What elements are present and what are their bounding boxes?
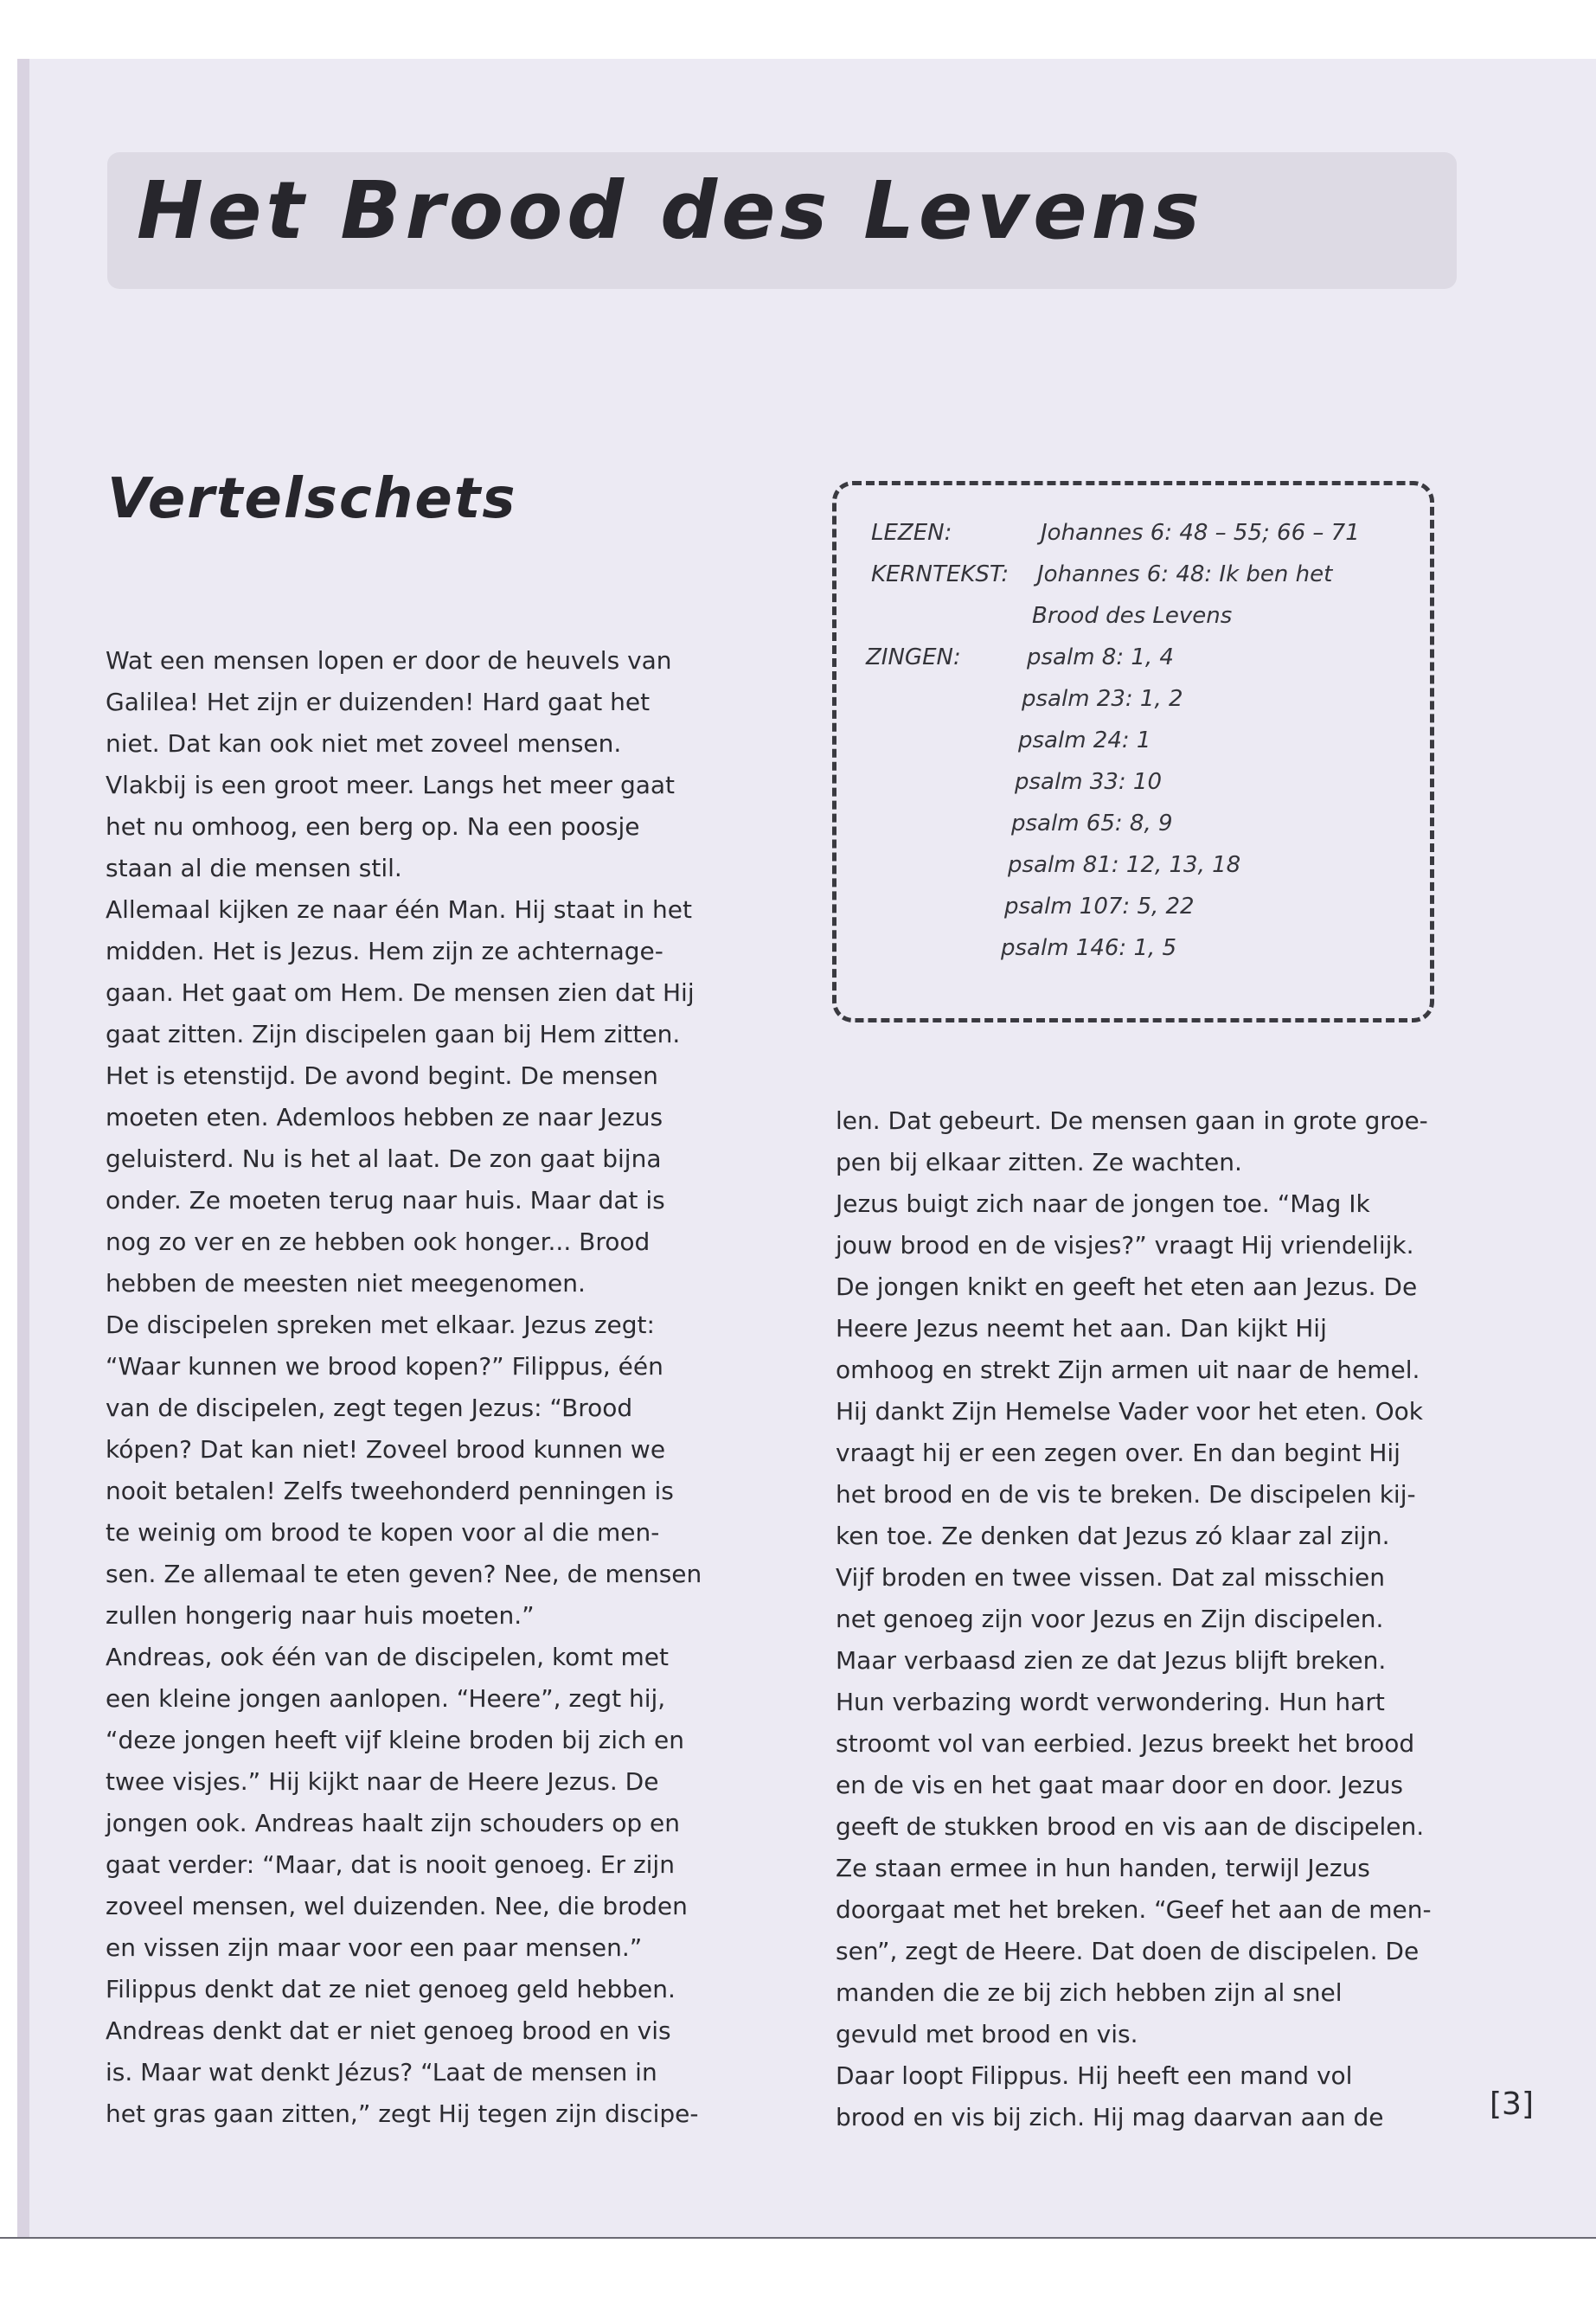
text-line: brood en vis bij zich. Hij mag daarvan aan de [836,2103,1384,2131]
text-line: kópen? Dat kan niet! Zoveel brood kunnen we [106,1435,666,1464]
info-value: Johannes 6: 48: Ik ben het [1037,561,1333,587]
text-line: De jongen knikt en geeft het eten aan Jezus. De [836,1272,1418,1301]
text-line: manden die ze bij zich hebben zijn al snel [836,1978,1343,2007]
text-line: net genoeg zijn voor Jezus en Zijn discipelen. [836,1605,1384,1633]
text-line: De discipelen spreken met elkaar. Jezus zegt: [106,1311,655,1339]
story-column-left [106,640,711,2135]
text-line: moeten eten. Ademloos hebben ze naar Jezus [106,1103,663,1131]
text-line: Het is etenstijd. De avond begint. De mensen [106,1061,658,1090]
text-line: Filippus denkt dat ze niet genoeg geld hebben. [106,1975,676,2003]
text-line: len. Dat gebeurt. De mensen gaan in grote groe- [836,1106,1428,1135]
text-line: nooit betalen! Zelfs tweehonderd penningen is [106,1477,674,1505]
text-line: gaat verder: “Maar, dat is nooit genoeg. Er zijn [106,1850,675,1879]
text-line: geluisterd. Nu is het al laat. De zon gaat bijna [106,1144,662,1173]
info-value: Johannes 6: 48 – 55; 66 – 71 [1041,520,1360,546]
text-line: het nu omhoog, een berg op. Na een poosje [106,812,640,841]
text-line: stroomt vol van eerbied. Jezus breekt het brood [836,1729,1415,1758]
text-line: jongen ook. Andreas haalt zijn schouders op en [106,1809,681,1837]
text-line: “Waar kunnen we brood kopen?” Filippus, één [106,1352,663,1381]
text-line: zullen hongerig naar huis moeten.” [106,1601,535,1630]
text-line: midden. Het is Jezus. Hem zijn ze achternage- [106,937,663,965]
text-line: is. Maar wat denkt Jézus? “Laat de mensen in [106,2058,657,2086]
text-line: en vissen zijn maar voor een paar mensen.” [106,1933,643,1962]
info-value: Brood des Levens [1032,603,1233,629]
text-line: vraagt hij er een zegen over. En dan begint Hij [836,1439,1401,1467]
text-line: zoveel mensen, wel duizenden. Nee, die broden [106,1892,688,1920]
text-line: Heere Jezus neemt het aan. Dan kijkt Hij [836,1314,1327,1343]
info-label: KERNTEKST: [871,561,1010,587]
text-line: Galilea! Het zijn er duizenden! Hard gaat het [106,688,651,716]
text-line: “deze jongen heeft vijf kleine broden bij zich en [106,1726,685,1754]
text-line: nog zo ver en ze hebben ook honger... Brood [106,1227,651,1256]
page-number: [3] [1490,2086,1534,2122]
text-line: Allemaal kijken ze naar één Man. Hij staat in het [106,895,692,924]
info-label: ZINGEN: [866,644,961,670]
text-line: een kleine jongen aanlopen. “Heere”, zegt hij, [106,1684,666,1713]
info-value: psalm 33: 10 [1015,769,1162,795]
text-line: hebben de meesten niet meegenomen. [106,1269,586,1298]
text-line: Maar verbaasd zien ze dat Jezus blijft breken. [836,1646,1387,1675]
text-line: en de vis en het gaat maar door en door. Jezus [836,1771,1403,1799]
text-line: omhoog en strekt Zijn armen uit naar de hemel. [836,1356,1420,1384]
text-line: gevuld met brood en vis. [836,2020,1138,2048]
page-title: Het Brood des Levens [137,164,1204,257]
text-line: pen bij elkaar zitten. Ze wachten. [836,1148,1242,1176]
text-line: sen. Ze allemaal te eten geven? Nee, de mensen [106,1560,702,1588]
text-line: gaat zitten. Zijn discipelen gaan bij Hem zitten. [106,1020,681,1048]
text-line: Hun verbazing wordt verwondering. Hun hart [836,1688,1385,1716]
bottom-margin [0,2239,1596,2301]
text-line: niet. Dat kan ook niet met zoveel mensen. [106,729,622,758]
text-line: Ze staan ermee in hun handen, terwijl Jezus [836,1854,1370,1882]
text-line: jouw brood en de visjes?” vraagt Hij vriendelijk. [836,1231,1414,1259]
text-line: Vlakbij is een groot meer. Langs het meer gaat [106,771,676,799]
text-line: twee visjes.” Hij kijkt naar de Heere Jezus. De [106,1767,659,1796]
text-line: Vijf broden en twee vissen. Dat zal misschien [836,1563,1385,1592]
text-line: Andreas denkt dat er niet genoeg brood en vis [106,2016,671,2045]
info-value: psalm 107: 5, 22 [1004,894,1195,920]
text-line: sen”, zegt de Heere. Dat doen de discipelen. De [836,1937,1420,1965]
text-line: staan al die mensen stil. [106,854,402,882]
text-line: te weinig om brood te kopen voor al die men- [106,1518,660,1547]
story-column-right [836,1100,1458,2138]
text-line: onder. Ze moeten terug naar huis. Maar dat is [106,1186,665,1215]
reading-info-box [832,481,1434,1022]
text-line: doorgaat met het breken. “Geef het aan de men- [836,1895,1432,1924]
text-line: het gras gaan zitten,” zegt Hij tegen zijn discipe- [106,2099,699,2128]
text-line: Daar loopt Filippus. Hij heeft een mand vol [836,2061,1353,2090]
section-heading: Vertelschets [107,467,517,531]
text-line: Jezus buigt zich naar de jongen toe. “Mag Ik [836,1189,1370,1218]
text-line: het brood en de vis te breken. De discipelen kij- [836,1480,1416,1509]
text-line: van de discipelen, zegt tegen Jezus: “Brood [106,1394,633,1422]
text-line: Wat een mensen lopen er door de heuvels van [106,646,672,675]
info-value: psalm 146: 1, 5 [1001,935,1177,961]
info-value: psalm 23: 1, 2 [1022,686,1183,712]
info-value: psalm 8: 1, 4 [1027,644,1174,670]
info-value: psalm 65: 8, 9 [1011,811,1173,836]
info-value: psalm 81: 12, 13, 18 [1008,852,1241,878]
info-label: LEZEN: [871,520,952,546]
text-line: gaan. Het gaat om Hem. De mensen zien dat Hij [106,978,695,1007]
text-line: geeft de stukken brood en vis aan de discipelen. [836,1812,1425,1841]
info-value: psalm 24: 1 [1018,727,1151,753]
text-line: Hij dankt Zijn Hemelse Vader voor het eten. Ook [836,1397,1423,1426]
text-line: ken toe. Ze denken dat Jezus zó klaar zal zijn. [836,1522,1390,1550]
text-line: Andreas, ook één van de discipelen, komt met [106,1643,669,1671]
